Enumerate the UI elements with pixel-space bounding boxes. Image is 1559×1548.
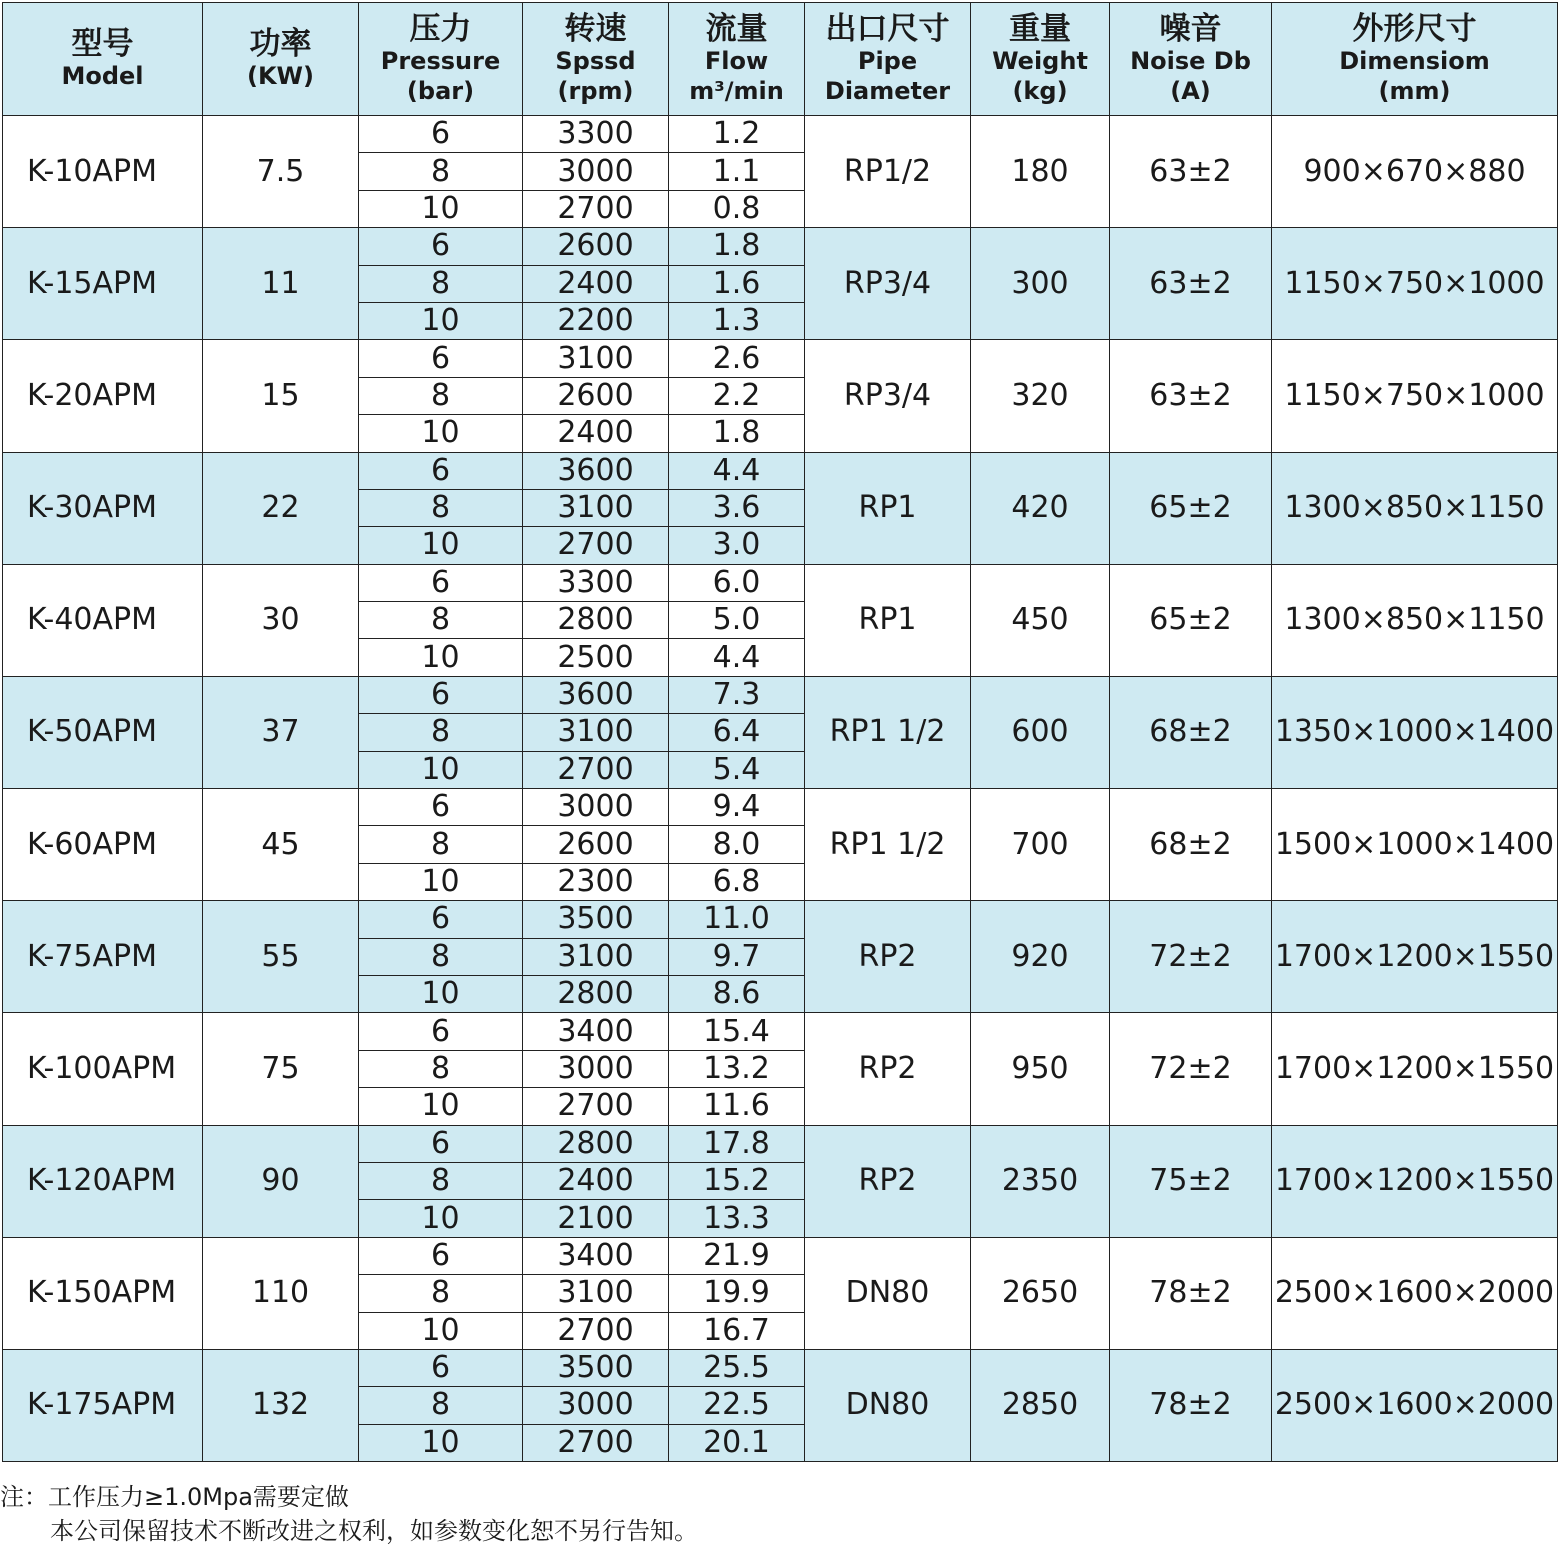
header-cell <box>669 3 805 116</box>
header-cell <box>203 3 359 116</box>
flow-cell: 3.0 <box>669 527 805 564</box>
dimension-cell: 1150×750×1000 <box>1272 228 1558 340</box>
model-cell: K-40APM <box>3 564 203 676</box>
model-cell: K-75APM <box>3 901 203 1013</box>
pressure-cell: 10 <box>359 751 523 788</box>
header-cn-label: 重量 <box>1009 11 1071 47</box>
flow-cell: 1.8 <box>669 228 805 265</box>
flow-cell: 15.2 <box>669 1162 805 1199</box>
speed-cell: 3000 <box>523 153 669 190</box>
speed-cell: 2700 <box>523 1312 669 1349</box>
pressure-cell: 8 <box>359 938 523 975</box>
weight-cell: 2350 <box>971 1125 1110 1237</box>
speed-cell: 2800 <box>523 975 669 1012</box>
speed-cell: 3300 <box>523 564 669 601</box>
weight-cell: 920 <box>971 901 1110 1013</box>
speed-cell: 2400 <box>523 265 669 302</box>
header-cell <box>523 3 669 116</box>
header-cn-label: 功率 <box>249 26 312 62</box>
table-row <box>3 340 1558 377</box>
pressure-cell: 10 <box>359 1088 523 1125</box>
noise-cell: 68±2 <box>1110 789 1272 901</box>
pressure-cell: 10 <box>359 302 523 339</box>
flow-cell: 4.4 <box>669 452 805 489</box>
dimension-cell: 1150×750×1000 <box>1272 340 1558 452</box>
pressure-cell: 8 <box>359 153 523 190</box>
flow-cell: 1.1 <box>669 153 805 190</box>
footnote-line-2: 本公司保留技术不断改进之权利，如参数变化恕不另行告知。 <box>50 1517 698 1545</box>
footnote-line-1: 注：工作压力≥1.0Mpa需要定做 <box>0 1483 349 1511</box>
power-cell: 37 <box>203 676 359 788</box>
spec-table <box>2 2 1558 1462</box>
noise-cell: 65±2 <box>1110 564 1272 676</box>
model-cell: K-15APM <box>3 228 203 340</box>
pressure-cell: 6 <box>359 1125 523 1162</box>
model-cell: K-150APM <box>3 1237 203 1349</box>
pipe-diameter-cell: RP1 <box>805 564 971 676</box>
noise-cell: 78±2 <box>1110 1237 1272 1349</box>
pressure-cell: 8 <box>359 714 523 751</box>
speed-cell: 2700 <box>523 1424 669 1461</box>
pressure-cell: 6 <box>359 789 523 826</box>
header-en-label: Spssd <box>555 47 636 75</box>
pipe-diameter-cell: RP3/4 <box>805 340 971 452</box>
header-en-label: Pressure <box>380 47 501 75</box>
weight-cell: 700 <box>971 789 1110 901</box>
dimension-cell: 1300×850×1150 <box>1272 564 1558 676</box>
dimension-cell: 900×670×880 <box>1272 116 1558 228</box>
pressure-cell: 8 <box>359 1050 523 1087</box>
noise-cell: 72±2 <box>1110 901 1272 1013</box>
pressure-cell: 8 <box>359 265 523 302</box>
speed-cell: 3100 <box>523 938 669 975</box>
footnote <box>0 1480 1559 1548</box>
noise-cell: 68±2 <box>1110 676 1272 788</box>
flow-cell: 0.8 <box>669 190 805 227</box>
pipe-diameter-cell: RP2 <box>805 1013 971 1125</box>
pressure-cell: 10 <box>359 975 523 1012</box>
pressure-cell: 10 <box>359 190 523 227</box>
model-cell: K-50APM <box>3 676 203 788</box>
flow-cell: 1.3 <box>669 302 805 339</box>
flow-cell: 22.5 <box>669 1387 805 1424</box>
weight-cell: 320 <box>971 340 1110 452</box>
pipe-diameter-cell: RP2 <box>805 901 971 1013</box>
flow-cell: 2.6 <box>669 340 805 377</box>
flow-cell: 15.4 <box>669 1013 805 1050</box>
model-cell: K-60APM <box>3 789 203 901</box>
speed-cell: 2700 <box>523 190 669 227</box>
flow-cell: 5.0 <box>669 602 805 639</box>
speed-cell: 2700 <box>523 1088 669 1125</box>
dimension-cell: 1700×1200×1550 <box>1272 1125 1558 1237</box>
header-en-label: Weight <box>992 47 1088 75</box>
header-cn-label: 噪音 <box>1159 11 1222 47</box>
pressure-cell: 6 <box>359 1013 523 1050</box>
table-row <box>3 789 1558 826</box>
dimension-cell: 2500×1600×2000 <box>1272 1349 1558 1461</box>
header-cn-label: 转速 <box>564 11 627 47</box>
dimension-cell: 1300×850×1150 <box>1272 452 1558 564</box>
header-en-label: (KW) <box>246 62 314 90</box>
noise-cell: 63±2 <box>1110 116 1272 228</box>
speed-cell: 3400 <box>523 1237 669 1274</box>
header-en-label: Flow <box>704 47 769 75</box>
header-en-label: (kg) <box>1012 77 1068 105</box>
power-cell: 90 <box>203 1125 359 1237</box>
dimension-cell: 1350×1000×1400 <box>1272 676 1558 788</box>
pressure-cell: 10 <box>359 863 523 900</box>
header-en-label: (mm) <box>1378 77 1451 105</box>
model-cell: K-10APM <box>3 116 203 228</box>
speed-cell: 3000 <box>523 1387 669 1424</box>
flow-cell: 3.6 <box>669 489 805 526</box>
power-cell: 15 <box>203 340 359 452</box>
dimension-cell: 1500×1000×1400 <box>1272 789 1558 901</box>
header-en-label: Noise Db <box>1130 47 1251 75</box>
power-cell: 45 <box>203 789 359 901</box>
pipe-diameter-cell: RP1/2 <box>805 116 971 228</box>
table-row <box>3 1237 1558 1274</box>
noise-cell: 63±2 <box>1110 340 1272 452</box>
speed-cell: 3100 <box>523 1275 669 1312</box>
header-en-label: Model <box>61 62 144 90</box>
pressure-cell: 6 <box>359 340 523 377</box>
weight-cell: 420 <box>971 452 1110 564</box>
flow-cell: 2.2 <box>669 377 805 414</box>
speed-cell: 2600 <box>523 377 669 414</box>
speed-cell: 3300 <box>523 116 669 153</box>
pressure-cell: 10 <box>359 415 523 452</box>
table-row <box>3 1125 1558 1162</box>
pipe-diameter-cell: RP3/4 <box>805 228 971 340</box>
noise-cell: 75±2 <box>1110 1125 1272 1237</box>
pressure-cell: 10 <box>359 639 523 676</box>
header-en-label: m³/min <box>689 77 784 105</box>
pressure-cell: 6 <box>359 564 523 601</box>
speed-cell: 2400 <box>523 415 669 452</box>
header-cn-label: 压力 <box>409 11 472 47</box>
model-cell: K-175APM <box>3 1349 203 1461</box>
speed-cell: 2600 <box>523 228 669 265</box>
speed-cell: 3600 <box>523 676 669 713</box>
pressure-cell: 8 <box>359 489 523 526</box>
pipe-diameter-cell: RP2 <box>805 1125 971 1237</box>
flow-cell: 9.4 <box>669 789 805 826</box>
power-cell: 30 <box>203 564 359 676</box>
header-row <box>3 3 1558 116</box>
flow-cell: 17.8 <box>669 1125 805 1162</box>
pressure-cell: 10 <box>359 1200 523 1237</box>
flow-cell: 25.5 <box>669 1349 805 1386</box>
header-cell <box>971 3 1110 116</box>
flow-cell: 7.3 <box>669 676 805 713</box>
pressure-cell: 8 <box>359 377 523 414</box>
model-cell: K-120APM <box>3 1125 203 1237</box>
speed-cell: 2200 <box>523 302 669 339</box>
flow-cell: 6.0 <box>669 564 805 601</box>
noise-cell: 63±2 <box>1110 228 1272 340</box>
weight-cell: 600 <box>971 676 1110 788</box>
flow-cell: 1.2 <box>669 116 805 153</box>
pressure-cell: 6 <box>359 228 523 265</box>
pressure-cell: 8 <box>359 826 523 863</box>
power-cell: 75 <box>203 1013 359 1125</box>
speed-cell: 3500 <box>523 901 669 938</box>
pressure-cell: 6 <box>359 116 523 153</box>
dimension-cell: 2500×1600×2000 <box>1272 1237 1558 1349</box>
pressure-cell: 6 <box>359 676 523 713</box>
noise-cell: 78±2 <box>1110 1349 1272 1461</box>
speed-cell: 2800 <box>523 1125 669 1162</box>
header-en-label: Pipe <box>857 47 918 75</box>
flow-cell: 11.0 <box>669 901 805 938</box>
model-cell: K-100APM <box>3 1013 203 1125</box>
header-cn-label: 流量 <box>705 11 768 47</box>
flow-cell: 9.7 <box>669 938 805 975</box>
speed-cell: 2400 <box>523 1162 669 1199</box>
table-row <box>3 116 1558 153</box>
header-en-label: (rpm) <box>557 77 634 105</box>
flow-cell: 8.0 <box>669 826 805 863</box>
power-cell: 11 <box>203 228 359 340</box>
pressure-cell: 10 <box>359 527 523 564</box>
table-row <box>3 901 1558 938</box>
speed-cell: 3100 <box>523 714 669 751</box>
speed-cell: 2100 <box>523 1200 669 1237</box>
flow-cell: 13.2 <box>669 1050 805 1087</box>
header-cn-label: 外形尺寸 <box>1352 11 1477 47</box>
noise-cell: 72±2 <box>1110 1013 1272 1125</box>
header-cell <box>1272 3 1558 116</box>
table-row <box>3 228 1558 265</box>
pressure-cell: 6 <box>359 1349 523 1386</box>
header-en-label: Diameter <box>824 77 951 105</box>
pressure-cell: 8 <box>359 1275 523 1312</box>
noise-cell: 65±2 <box>1110 452 1272 564</box>
speed-cell: 2300 <box>523 863 669 900</box>
flow-cell: 1.8 <box>669 415 805 452</box>
header-cell <box>3 3 203 116</box>
weight-cell: 950 <box>971 1013 1110 1125</box>
pressure-cell: 10 <box>359 1312 523 1349</box>
speed-cell: 2600 <box>523 826 669 863</box>
flow-cell: 13.3 <box>669 1200 805 1237</box>
header-en-label: (A) <box>1170 77 1211 105</box>
table-row <box>3 452 1558 489</box>
speed-cell: 3600 <box>523 452 669 489</box>
flow-cell: 19.9 <box>669 1275 805 1312</box>
weight-cell: 300 <box>971 228 1110 340</box>
speed-cell: 2800 <box>523 602 669 639</box>
power-cell: 132 <box>203 1349 359 1461</box>
flow-cell: 8.6 <box>669 975 805 1012</box>
header-cell <box>359 3 523 116</box>
flow-cell: 16.7 <box>669 1312 805 1349</box>
flow-cell: 21.9 <box>669 1237 805 1274</box>
header-cell <box>805 3 971 116</box>
flow-cell: 6.8 <box>669 863 805 900</box>
flow-cell: 5.4 <box>669 751 805 788</box>
pressure-cell: 6 <box>359 452 523 489</box>
weight-cell: 2850 <box>971 1349 1110 1461</box>
table-row <box>3 1013 1558 1050</box>
pipe-diameter-cell: RP1 1/2 <box>805 789 971 901</box>
speed-cell: 3100 <box>523 340 669 377</box>
pressure-cell: 10 <box>359 1424 523 1461</box>
model-cell: K-20APM <box>3 340 203 452</box>
speed-cell: 2500 <box>523 639 669 676</box>
pipe-diameter-cell: DN80 <box>805 1237 971 1349</box>
weight-cell: 180 <box>971 116 1110 228</box>
pipe-diameter-cell: DN80 <box>805 1349 971 1461</box>
power-cell: 7.5 <box>203 116 359 228</box>
model-cell: K-30APM <box>3 452 203 564</box>
flow-cell: 4.4 <box>669 639 805 676</box>
pressure-cell: 6 <box>359 1237 523 1274</box>
pressure-cell: 8 <box>359 602 523 639</box>
power-cell: 55 <box>203 901 359 1013</box>
dimension-cell: 1700×1200×1550 <box>1272 1013 1558 1125</box>
flow-cell: 20.1 <box>669 1424 805 1461</box>
header-en-label: Dimensiom <box>1339 47 1490 75</box>
speed-cell: 3400 <box>523 1013 669 1050</box>
header-en-label: (bar) <box>406 77 475 105</box>
header-cell <box>1110 3 1272 116</box>
speed-cell: 2700 <box>523 527 669 564</box>
weight-cell: 2650 <box>971 1237 1110 1349</box>
table-row <box>3 676 1558 713</box>
table-row <box>3 564 1558 601</box>
pipe-diameter-cell: RP1 1/2 <box>805 676 971 788</box>
speed-cell: 3000 <box>523 1050 669 1087</box>
speed-cell: 3100 <box>523 489 669 526</box>
flow-cell: 1.6 <box>669 265 805 302</box>
pressure-cell: 8 <box>359 1387 523 1424</box>
power-cell: 110 <box>203 1237 359 1349</box>
dimension-cell: 1700×1200×1550 <box>1272 901 1558 1013</box>
flow-cell: 6.4 <box>669 714 805 751</box>
speed-cell: 3000 <box>523 789 669 826</box>
table-row <box>3 1349 1558 1386</box>
flow-cell: 11.6 <box>669 1088 805 1125</box>
header-cn-label: 型号 <box>71 26 134 62</box>
pressure-cell: 6 <box>359 901 523 938</box>
pressure-cell: 8 <box>359 1162 523 1199</box>
pipe-diameter-cell: RP1 <box>805 452 971 564</box>
speed-cell: 2700 <box>523 751 669 788</box>
weight-cell: 450 <box>971 564 1110 676</box>
spec-body <box>3 116 1558 1462</box>
header-cn-label: 出口尺寸 <box>825 11 950 47</box>
speed-cell: 3500 <box>523 1349 669 1386</box>
power-cell: 22 <box>203 452 359 564</box>
